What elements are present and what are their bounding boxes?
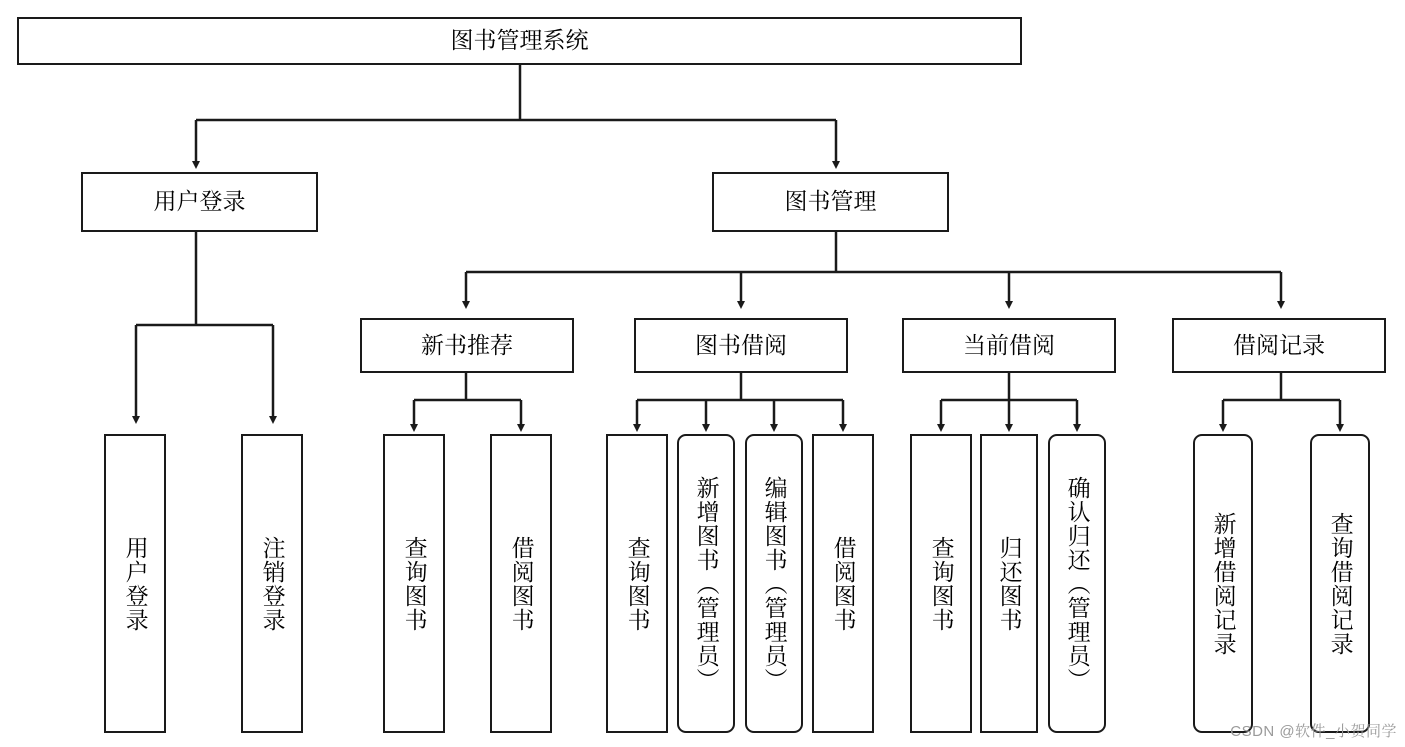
- node-book-borrow[interactable]: [634, 318, 848, 373]
- node-label: 查询图书: [928, 535, 955, 632]
- watermark-text: CSDN @软件_小贺同学: [1230, 723, 1397, 740]
- node-user-login[interactable]: [81, 172, 318, 232]
- node-leaf-confirm-return-admin[interactable]: [1048, 434, 1106, 733]
- node-leaf-query-book-borrow[interactable]: [606, 434, 668, 733]
- node-label: 借阅图书: [508, 535, 535, 632]
- node-leaf-logout[interactable]: [241, 434, 303, 733]
- node-label: 归还图书: [996, 535, 1023, 632]
- node-root[interactable]: [17, 17, 1022, 65]
- node-label: 当前借阅: [963, 331, 1055, 358]
- node-book-management[interactable]: [712, 172, 949, 232]
- node-label: 新增图书（管理员）: [693, 475, 720, 692]
- node-leaf-edit-book-admin[interactable]: [745, 434, 803, 733]
- node-label: 用户登录: [122, 535, 149, 632]
- node-label: 图书管理系统: [450, 27, 589, 54]
- node-leaf-borrow-book[interactable]: [812, 434, 874, 733]
- node-label: 编辑图书（管理员）: [761, 475, 788, 692]
- node-leaf-borrow-book-newbook[interactable]: [490, 434, 552, 733]
- node-leaf-add-book-admin[interactable]: [677, 434, 735, 733]
- node-label: 确认归还（管理员）: [1064, 475, 1091, 692]
- node-borrow-record[interactable]: [1172, 318, 1386, 373]
- node-label: 图书管理: [784, 188, 877, 215]
- node-label: 查询图书: [624, 535, 651, 632]
- node-leaf-user-login[interactable]: [104, 434, 166, 733]
- node-label: 用户登录: [153, 188, 246, 215]
- node-label: 新书推荐: [421, 331, 513, 358]
- node-label: 查询图书: [401, 535, 428, 632]
- node-label: 新增借阅记录: [1210, 511, 1237, 656]
- node-label: 注销登录: [259, 535, 286, 632]
- node-current-borrow[interactable]: [902, 318, 1116, 373]
- node-leaf-query-borrow-record[interactable]: [1310, 434, 1370, 733]
- node-new-book-recommend[interactable]: [360, 318, 574, 373]
- node-leaf-return-book[interactable]: [980, 434, 1038, 733]
- node-leaf-query-book-current[interactable]: [910, 434, 972, 733]
- node-label: 图书借阅: [695, 331, 787, 358]
- node-label: 查询借阅记录: [1327, 511, 1354, 656]
- node-leaf-query-book-newbook[interactable]: [383, 434, 445, 733]
- node-label: 借阅记录: [1233, 331, 1325, 358]
- node-leaf-add-borrow-record[interactable]: [1193, 434, 1253, 733]
- node-label: 借阅图书: [830, 535, 857, 632]
